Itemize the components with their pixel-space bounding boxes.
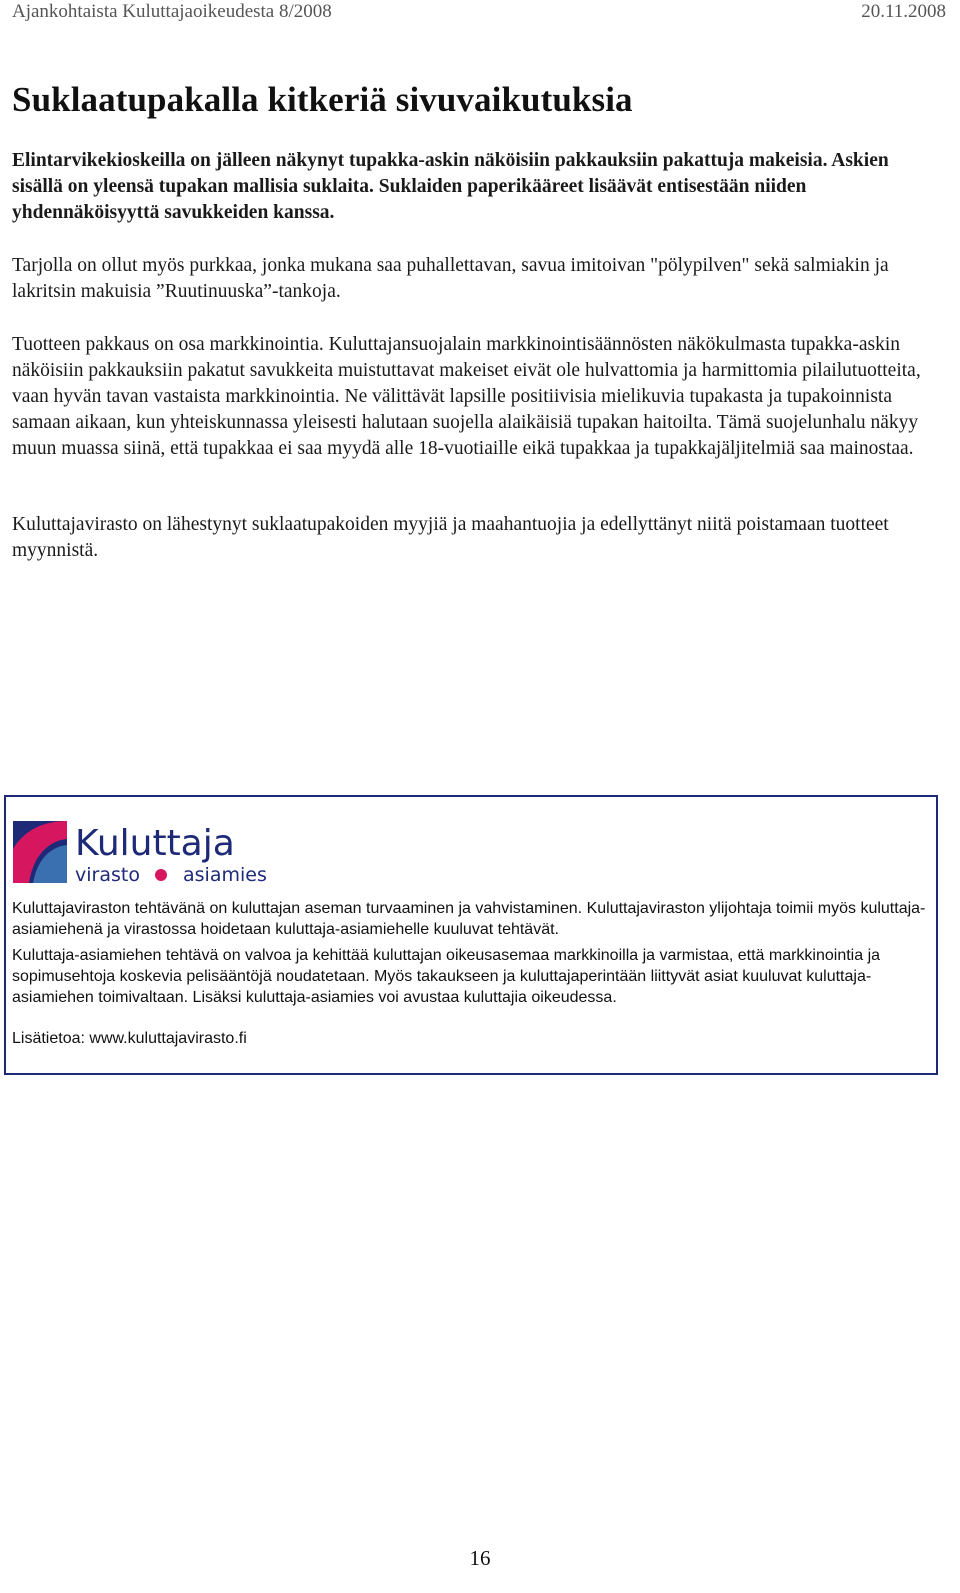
info-box [4, 795, 938, 1075]
paragraph-text: Tarjolla on ollut myös purkkaa, jonka mukana saa puhallettavan, savua imitoivan "pölypilven" sekä salmiakin ja lakritsin makuisia ”Ruutinuuska”-tankoja. [12, 255, 889, 302]
lead-paragraph: Elintarvikekioskeilla on jälleen näkynyt tupakka-askin näköisiin pakkauksiin pakattuja makeisia. Askien sisällä on yleensä tupakan mallisia suklaita. Suklaiden paperikääreet lisäävät entisestään niiden yhdennäköisyyttä savukkeiden kanssa. [12, 150, 889, 223]
more-info-link[interactable]: Lisätietoa: www.kuluttajavirasto.fi [12, 1030, 247, 1047]
article-paragraph-3 [12, 512, 942, 564]
article-lead [12, 148, 942, 226]
logo-word-left: virasto [75, 864, 140, 886]
header-publication: Ajankohtaista Kuluttajaoikeudesta 8/2008 [12, 1, 332, 22]
article-paragraph-2 [12, 332, 942, 462]
info-box-text [12, 898, 932, 1054]
paragraph-text: Tuotteen pakkaus on osa markkinointia. Kuluttajansuojalain markkinointisäännösten näkökulmasta tupakka-askin näköisiin pakkauksiin pakatut savukkeita muistuttavat makeiset eivät ole hulvattomia ja harmittomia pilailutuotteita, vaan hyvän tavan vastaista markkinointia. Ne välittävät lapsille positiivisia mielikuvia tupakasta ja tupakoinnista samaan aikaan, kun yhteiskunnassa yleisesti halutaan suojella alaikäisiä tupakan haitoilta. Tämä suojelunhalu näkyy muun muassa siinä, että tupakkaa ei saa myydä alle 18-vuotiaille eikä tupakkaa ja tupakkajäljitelmiä saa mainostaa. [12, 334, 921, 459]
page-number: 16 [469, 1546, 491, 1570]
logo-dot [155, 869, 167, 881]
header-date: 20.11.2008 [861, 1, 946, 22]
info-paragraph-1: Kuluttajaviraston tehtävänä on kuluttajan aseman turvaaminen ja vahvistaminen. Kuluttajaviraston ylijohtaja toimii myös kuluttaja-asiamiehenä ja virastossa hoidetaan kuluttaja-asiamiehelle kuuluvat tehtävät. [12, 900, 926, 938]
info-paragraph-2: Kuluttaja-asiamiehen tehtävä on valvoa ja kehittää kuluttajan oikeusasemaa markkinoilla ja varmistaa, että markkinointia ja sopimusehtoja koskevia pelisääntöjä noudatetaan. Myös takaukseen ja kuluttajaperintään liittyvät asiat kuuluvat kuluttaja-asiamiehen toimivaltaan. Lisäksi kuluttaja-asiamies voi avustaa kuluttajia oikeudessa. [12, 947, 881, 1006]
article-paragraph-1 [12, 253, 942, 305]
kuluttaja-logo [11, 819, 271, 889]
logo-word-right: asiamies [183, 864, 267, 886]
logo-word: Kuluttaja [75, 823, 235, 864]
paragraph-text: Kuluttajavirasto on lähestynyt suklaatupakoiden myyjiä ja maahantuojia ja edellyttänyt niitä poistamaan tuotteet myynnistä. [12, 514, 889, 561]
article-title: Suklaatupakalla kitkeriä sivuvaikutuksia [12, 80, 633, 119]
page-header [12, 0, 946, 24]
